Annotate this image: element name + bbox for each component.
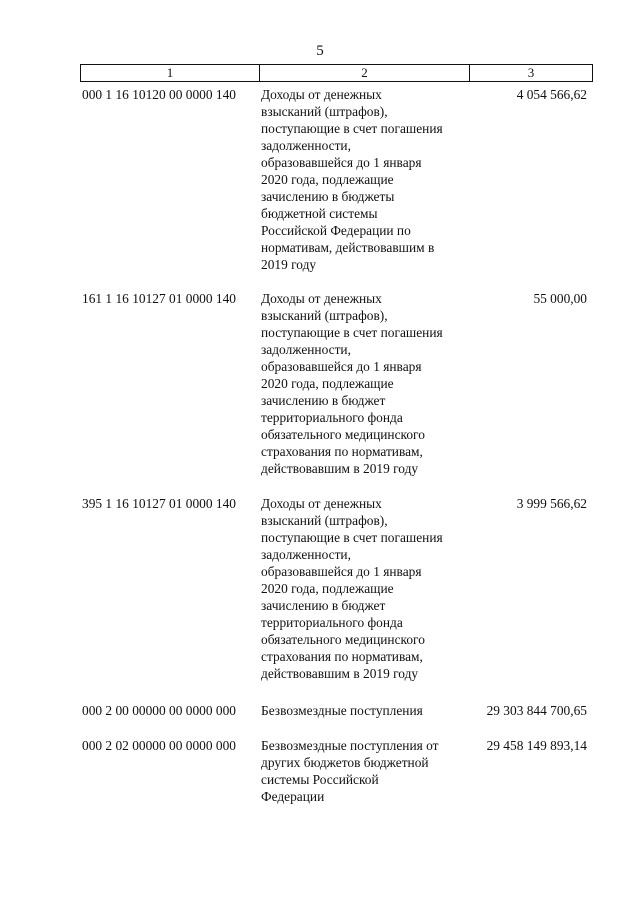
column-header-table [80,64,593,82]
description-line: взысканий (штрафов), [261,513,388,528]
description-line: задолженности, [261,342,351,357]
description-line: территориального фонда [261,410,403,425]
amount-value: 29 303 844 700,65 [486,703,587,718]
column-header-3: 3 [470,65,593,82]
description-line: задолженности, [261,138,351,153]
description-line: обязательного медицинского [261,427,425,442]
description-line: бюджетной системы [261,206,378,221]
description-line: других бюджетов бюджетной [261,755,429,770]
column-header-2: 2 [260,65,470,82]
page-number: 5 [316,43,324,59]
row-description [261,495,471,682]
description-line: страхования по нормативам, [261,649,423,664]
description-line: зачислению в бюджет [261,598,386,613]
budget-code: 395 1 16 10127 01 0000 140 [82,496,236,511]
description-line: 2019 году [261,257,317,272]
budget-code: 000 1 16 10120 00 0000 140 [82,87,236,102]
description-line: зачислению в бюджеты [261,189,395,204]
description-line: Доходы от денежных [261,291,382,306]
description-line: Безвозмездные поступления [261,703,423,718]
description-line: Федерации [261,789,325,804]
description-line: действовавшим в 2019 году [261,666,419,681]
budget-code: 161 1 16 10127 01 0000 140 [82,291,236,306]
description-line: обязательного медицинского [261,632,425,647]
description-line: поступающие в счет погашения [261,121,443,136]
row-description [261,86,471,273]
description-line: поступающие в счет погашения [261,325,443,340]
description-line: действовавшим в 2019 году [261,461,419,476]
description-line: системы Российской [261,772,379,787]
description-line: поступающие в счет погашения [261,530,443,545]
budget-code: 000 2 02 00000 00 0000 000 [82,738,236,753]
description-line: взысканий (штрафов), [261,308,388,323]
amount-value: 29 458 149 893,14 [486,738,587,753]
description-line: нормативам, действовавшим в [261,240,435,255]
row-description [261,290,471,477]
description-line: территориального фонда [261,615,403,630]
amount-value: 3 999 566,62 [516,496,587,511]
description-line: страхования по нормативам, [261,444,423,459]
amount-value: 55 000,00 [533,291,587,306]
amount-value: 4 054 566,62 [516,87,587,102]
row-description [261,702,471,719]
description-line: Российской Федерации по [261,223,411,238]
description-line: взысканий (штрафов), [261,104,388,119]
description-line: 2020 года, подлежащие [261,172,394,187]
budget-code: 000 2 00 00000 00 0000 000 [82,703,236,718]
row-description [261,737,471,805]
description-line: Безвозмездные поступления от [261,738,439,753]
description-line: Доходы от денежных [261,496,382,511]
column-header-1: 1 [81,65,260,82]
description-line: образовавшейся до 1 января [261,359,422,374]
description-line: 2020 года, подлежащие [261,376,394,391]
description-line: задолженности, [261,547,351,562]
column-header-row [81,65,593,82]
description-line: зачислению в бюджет [261,393,386,408]
description-line: образовавшейся до 1 января [261,564,422,579]
description-line: Доходы от денежных [261,87,382,102]
description-line: 2020 года, подлежащие [261,581,394,596]
description-line: образовавшейся до 1 января [261,155,422,170]
